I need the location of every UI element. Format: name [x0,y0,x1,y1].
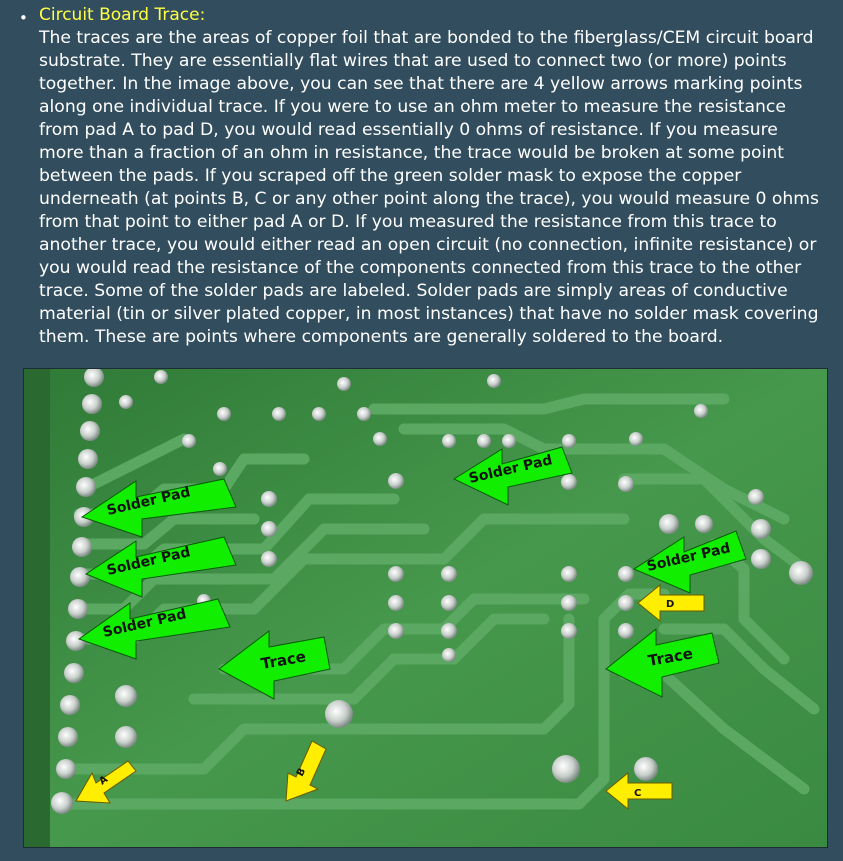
paragraph-line: along one individual trace. If you were to use an ohm meter to measure the resistance [39,97,786,117]
solder-pad [561,595,577,611]
solder-pad [502,434,516,448]
solder-pad [659,514,679,534]
solder-pad-label: Solder Pad [105,484,192,519]
solder-pad [115,685,137,707]
solder-pad [695,515,713,533]
solder-pad [261,551,277,567]
paragraph-line: underneath (at points B, C or any other point along the trace), you would measure 0 ohms [39,189,819,209]
solder-pad [312,407,326,421]
solder-pad [337,377,351,391]
solder-pad [487,374,501,388]
paragraph-line: The traces are the areas of copper foil that are bonded to the fiberglass/CEM circuit board [39,28,814,48]
solder-pad [629,432,643,446]
solder-pad [748,489,764,505]
paragraph-line: from that point to either pad A or D. If you measured the resistance from this trace to [39,212,777,232]
solder-pad [634,757,658,781]
circuit-board-photo [23,368,828,848]
board-substrate [24,369,827,847]
solder-pad [441,566,457,582]
paragraph-line: trace. Some of the solder pads are labeled. Solder pads are simply areas of conductive [39,281,788,301]
solder-pad [119,395,133,409]
solder-pad [751,549,771,569]
solder-pad [618,476,634,492]
solder-pad [561,566,577,582]
solder-pad [272,407,286,421]
solder-pad [388,623,404,639]
section-paragraph [39,27,829,349]
paragraph-line: from pad A to pad D, you would read essentially 0 ohms of resistance. If you measure [39,120,778,140]
solder-pad [618,595,634,611]
trace-label: Trace [259,647,308,673]
solder-pad [261,491,277,507]
paragraph-line: you would read the resistance of the components connected from this trace to the other [39,258,802,278]
solder-pad [154,370,168,384]
point-b-label: B [294,766,309,779]
paragraph-line: material (tin or silver plated copper, in most instances) that have no solder mask covering [39,304,819,324]
solder-pad [388,595,404,611]
solder-pad [217,407,231,421]
solder-pad [80,421,100,441]
solder-pad [60,695,80,715]
solder-pad [442,648,456,662]
pad-d-label: D [666,599,675,610]
solder-pad-label: Solder Pad [101,606,188,641]
solder-pad-label: Solder Pad [105,544,192,579]
solder-pad [618,623,634,639]
paragraph-line: between the pads. If you scraped off the green solder mask to expose the copper [39,166,742,186]
solder-pad [261,521,277,537]
solder-pad [357,407,371,421]
paragraph-line: them. These are points where components are generally soldered to the board. [39,327,724,347]
solder-pad [82,394,102,414]
solder-pad [58,727,78,747]
solder-pad [70,567,90,587]
pad-a-label: A [97,774,111,788]
solder-pad [441,595,457,611]
solder-pad-label: Solder Pad [645,540,732,575]
solder-pad [789,561,813,585]
board-edge [24,369,50,847]
solder-pad [751,519,771,539]
solder-pad [213,462,227,476]
paragraph-line: substrate. They are essentially flat wires that are used to connect two (or more) points [39,51,787,71]
solder-pad [441,623,457,639]
solder-pad [562,434,576,448]
solder-pad [66,631,86,651]
solder-pad [388,473,404,489]
solder-pad [182,434,196,448]
solder-pad [618,566,634,582]
solder-pad [373,432,387,446]
solder-pad [64,663,84,683]
solder-pad [51,792,73,814]
solder-pad [68,599,88,619]
solder-pad [442,434,456,448]
section-heading: Circuit Board Trace: [39,5,206,25]
solder-pad [325,700,353,728]
paragraph-line: together. In the image above, you can see that there are 4 yellow arrows marking points [39,74,803,94]
solder-pad [76,477,96,497]
list-bullet: • [19,9,28,27]
solder-pad [388,566,404,582]
solder-pad [694,404,708,418]
solder-pad [56,759,76,779]
solder-pad [561,474,577,490]
paragraph-line: more than a fraction of an ohm in resistance, the trace would be broken at some point [39,143,784,163]
solder-pad [72,537,92,557]
solder-pad [561,623,577,639]
solder-pad [78,449,98,469]
solder-pad-label: Solder Pad [467,452,554,487]
solder-pad [477,434,491,448]
circuit-board-illustration [24,369,827,847]
paragraph-line: another trace, you would either read an open circuit (no connection, infinite resistance) or [39,235,817,255]
solder-pad [552,755,580,783]
trace-label: Trace [646,644,695,670]
point-c-label: C [634,788,642,799]
solder-pad [115,726,137,748]
